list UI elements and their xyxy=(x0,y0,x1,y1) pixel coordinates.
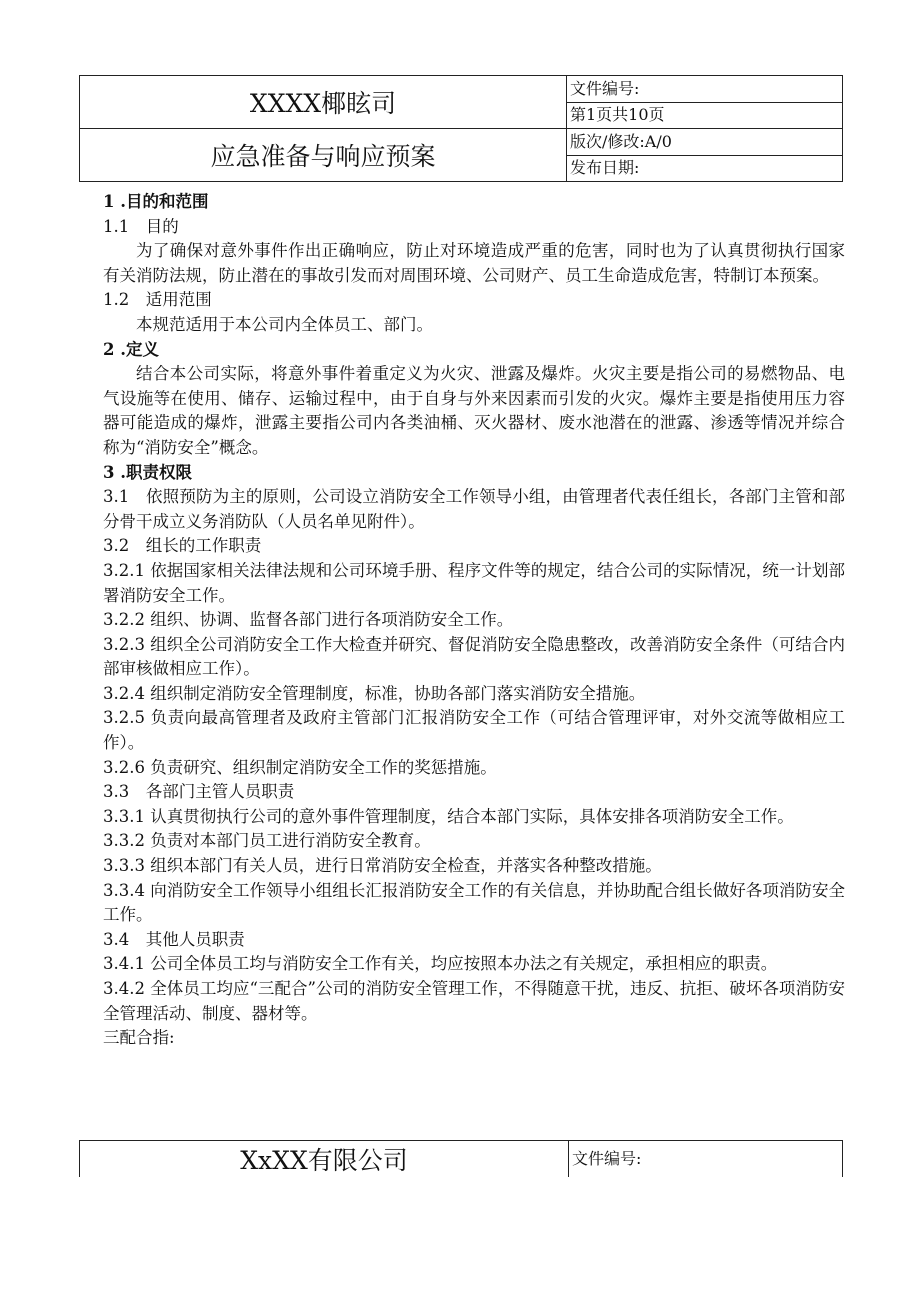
paragraph-3-1: 3.1 依照预防为主的原则，公司设立消防安全工作领导小组，由管理者代表任组长，各部门主管和部分骨干成立义务消防队（人员名单见附件）。 xyxy=(103,487,845,531)
paragraph-3-4-2: 3.4.2 全体员工均应“三配合”公司的消防安全管理工作，不得随意干扰，违反、抗拒、破坏各项消防安全管理活动、制度、器材等。 xyxy=(103,979,845,1023)
paragraph-3-3: 3.3 各部门主管人员职责 xyxy=(103,782,295,802)
section-2-heading: 2 .定义 xyxy=(103,339,159,359)
section-1-heading: 1 .目的和范围 xyxy=(103,192,209,211)
section-title: 适用范围 xyxy=(145,290,212,310)
paragraph-3-2-1: 3.2.1 依据国家相关法律法规和公司环境手册、程序文件等的规定，结合公司的实际情况，统一计划部署消防安全工作。 xyxy=(103,560,845,605)
document-header-table xyxy=(79,75,843,182)
next-page-company-name: XxXX有限公司 xyxy=(80,1141,569,1178)
paragraph-3-2-4: 3.2.4 组织制定消防安全管理制度，标准，协助各部门落实消防安全措施。 xyxy=(103,683,646,703)
section-3-heading: 3 .职责权限 xyxy=(103,462,192,482)
version-info: 版次/修改:A/0 xyxy=(567,129,843,156)
paragraph-3-2-6: 3.2.6 负责研究、组织制定消防安全工作的奖惩措施。 xyxy=(103,757,497,777)
document-title: 应急准备与响应预案 xyxy=(80,129,567,182)
company-name: XXXX椰眩司 xyxy=(80,76,567,129)
section-number: 1.2 xyxy=(103,290,130,310)
next-page-header-table xyxy=(79,1140,843,1177)
section-1-1-heading xyxy=(103,215,845,240)
section-title: 目的 xyxy=(145,216,179,236)
next-page-doc-number-label: 文件编号: xyxy=(569,1141,843,1178)
paragraph-3-2-3: 3.2.3 组织全公司消防安全工作大检查并研究、督促消防安全隐患整改，改善消防安全条件（可结合内部审核做相应工作）。 xyxy=(103,634,845,679)
doc-number-label: 文件编号: xyxy=(567,76,843,103)
section-1-2-text: 本规范适用于本公司内全体员工、部门。 xyxy=(136,314,433,334)
paragraph-3-3-1: 3.3.1 认真贯彻执行公司的意外事件管理制度，结合本部门实际，具体安排各项消防安全工作。 xyxy=(103,806,794,826)
paragraph-3-4: 3.4 其他人员职责 xyxy=(103,929,245,949)
three-cooperation-note: 三配合指: xyxy=(103,1028,175,1048)
paragraph-3-2-2: 3.2.2 组织、协调、监督各部门进行各项消防安全工作。 xyxy=(103,610,514,630)
paragraph-3-3-2: 3.3.2 负责对本部门员工进行消防安全教育。 xyxy=(103,831,431,851)
section-1-1-text: 为了确保对意外事件作出正确响应，防止对环境造成严重的危害，同时也为了认真贯彻执行国家有关消防法规，防止潜在的事故引发而对周围环境、公司财产、员工生命造成危害，特制订本预案。 xyxy=(103,241,845,285)
section-2-text: 结合本公司实际，将意外事件着重定义为火灾、泄露及爆炸。火灾主要是指公司的易燃物品、电气设施等在使用、储存、运输过程中，由于自身与外来因素而引发的火灾。爆炸主要是指使用压力容器可能造成的爆炸，泄露主要指公司内各类油桶、灭火器材、废水池潜在的泄露、渗透等情况并综合称为“消防安全”概念。 xyxy=(103,364,845,457)
paragraph-3-2: 3.2 组长的工作职责 xyxy=(103,536,262,556)
release-date-label: 发布日期: xyxy=(567,155,843,182)
section-number: 1.1 xyxy=(103,216,130,236)
document-body xyxy=(103,190,845,1051)
section-1-2-heading xyxy=(103,288,845,313)
paragraph-3-3-4: 3.3.4 向消防安全工作领导小组组长汇报消防安全工作的有关信息，并协助配合组长做好各项消防安全工作。 xyxy=(103,880,845,925)
paragraph-3-2-5: 3.2.5 负责向最高管理者及政府主管部门汇报消防安全工作（可结合管理评审，对外交流等做相应工作）。 xyxy=(103,708,845,753)
paragraph-3-4-1: 3.4.1 公司全体员工均与消防安全工作有关，均应按照本办法之有关规定，承担相应的职责。 xyxy=(103,954,778,974)
paragraph-3-3-3: 3.3.3 组织本部门有关人员，进行日常消防安全检查，并落实各种整改措施。 xyxy=(103,856,662,876)
page-info: 第1页共10页 xyxy=(567,102,843,129)
